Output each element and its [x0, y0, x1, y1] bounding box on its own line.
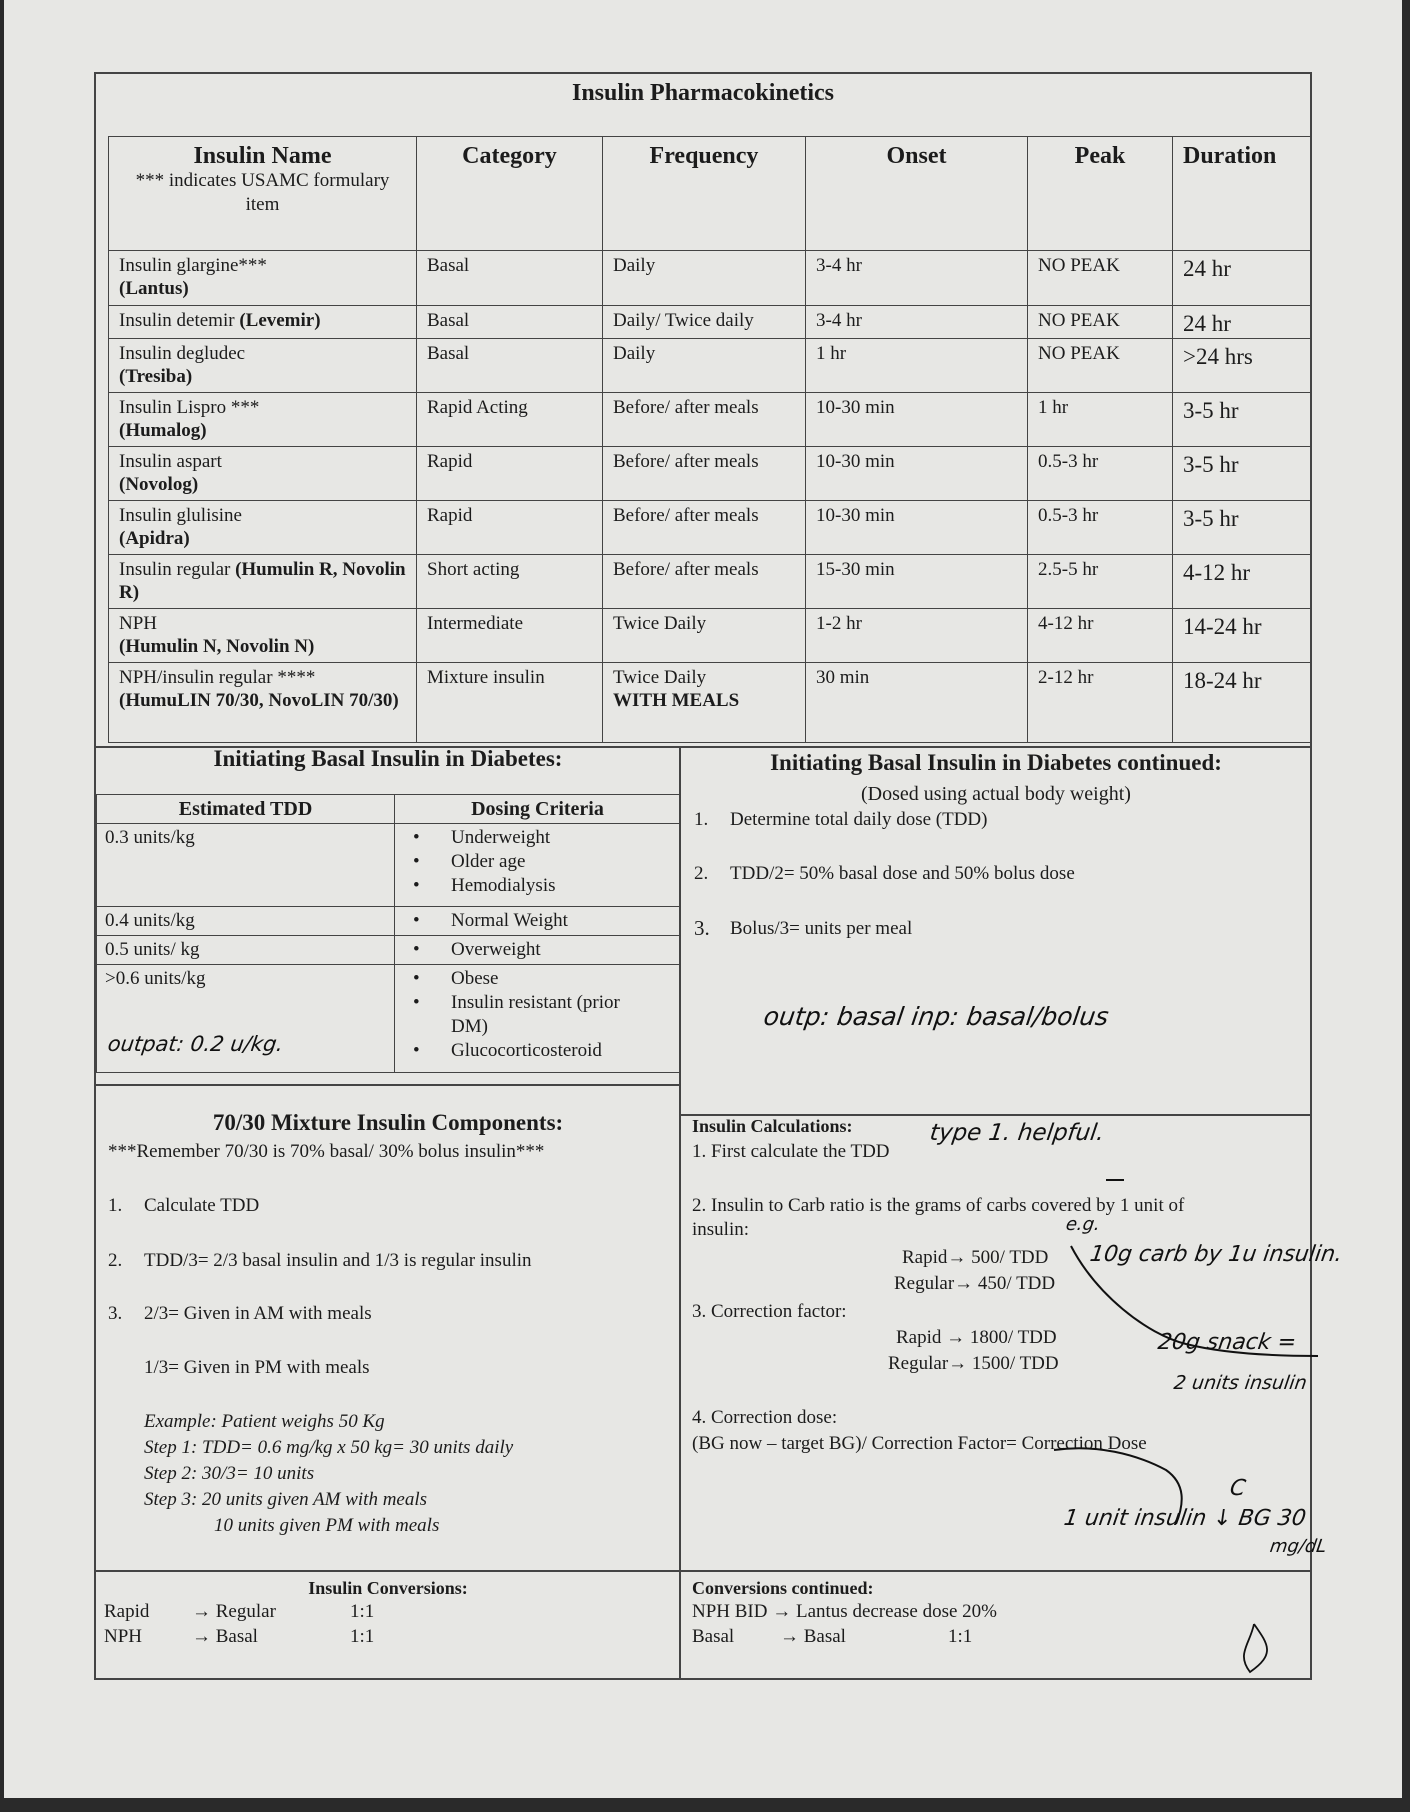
calc-line-2: 2. Insulin to Carb ratio is the grams of carbs covered by 1 unit of — [692, 1195, 1185, 1216]
conversion-lantus: NPH BID → Lantus decrease dose 20% — [692, 1601, 997, 1622]
conversion-from: NPH — [104, 1626, 143, 1647]
drug-name: Insulin aspart — [119, 451, 222, 472]
brand-name: (Humulin N, Novolin N) — [119, 636, 315, 657]
table-row — [109, 663, 1311, 743]
handwritten-mgdl: mg/dL — [1268, 1536, 1328, 1557]
example-line: Example: Patient weighs 50 Kg — [144, 1411, 385, 1432]
brand-name: (Novolog) — [119, 474, 199, 495]
basal-cont-heading: Initiating Basal Insulin in Diabetes continued: — [770, 750, 1222, 775]
basal-step-3: Bolus/3= units per meal — [730, 918, 913, 939]
calc-line-1: 1. First calculate the TDD — [692, 1141, 890, 1162]
conversion-ratio: 1:1 — [948, 1626, 973, 1647]
conversion-to: → Regular — [192, 1601, 276, 1622]
tdd-cell: 0.4 units/kg — [97, 907, 395, 936]
drug-name: Insulin detemir — [119, 310, 235, 331]
basal-heading: Initiating Basal Insulin in Diabetes: — [213, 746, 563, 771]
brand-name: (Levemir) — [239, 310, 321, 331]
criteria-item: • Insulin resistant (prior DM) — [413, 991, 631, 1039]
mixture-pm-line: 1/3= Given in PM with meals — [144, 1357, 370, 1378]
table-header-row — [109, 137, 1311, 251]
peak-cell: NO PEAK — [1028, 339, 1173, 393]
brand-name: (Lantus) — [119, 278, 189, 299]
duration-cell: 3-5 hr — [1173, 447, 1311, 501]
document-frame — [94, 72, 1344, 1680]
step-number: 3. — [108, 1303, 123, 1324]
duration-cell: 3-5 hr — [1173, 393, 1311, 447]
calc-line-3: 3. Correction factor: — [692, 1301, 847, 1322]
example-line: Step 2: 30/3= 10 units — [144, 1463, 315, 1484]
criteria-cell — [395, 907, 681, 936]
onset-cell: 10-30 min — [806, 393, 1028, 447]
example-line: 10 units given PM with meals — [214, 1515, 440, 1536]
category-cell: Intermediate — [417, 609, 603, 663]
basal-cont-subheading: (Dosed using actual body weight) — [861, 783, 1131, 805]
drug-cell — [109, 609, 417, 663]
onset-cell: 10-30 min — [806, 447, 1028, 501]
drug-cell — [109, 663, 417, 743]
drug-cell — [109, 501, 417, 555]
table-row — [109, 555, 1311, 609]
header-estimated-tdd: Estimated TDD — [97, 795, 395, 824]
conversion-to: → Basal — [192, 1626, 258, 1647]
peak-cell: 4-12 hr — [1028, 609, 1173, 663]
step-number: 2. — [694, 863, 709, 884]
header-onset: Onset — [806, 137, 1028, 251]
rapid-correction-factor: Rapid → 1800/ TDD — [896, 1327, 1057, 1348]
drug-name: Insulin glulisine — [119, 505, 242, 526]
header-insulin-name — [109, 137, 417, 251]
criteria-item: • Overweight — [413, 938, 672, 962]
calc-line-4: 4. Correction dose: — [692, 1407, 838, 1428]
drug-cell — [109, 555, 417, 609]
basal-table-header — [97, 795, 681, 824]
rapid-carb-ratio: Rapid→ 500/ TDD — [902, 1247, 1049, 1268]
criteria-item: • Normal Weight — [413, 909, 672, 933]
handwritten-eg: e.g. — [1064, 1214, 1102, 1235]
drug-cell — [109, 393, 417, 447]
table-row — [109, 339, 1311, 393]
basal-step-1: Determine total daily dose (TDD) — [730, 809, 988, 830]
paper-sheet — [4, 0, 1402, 1798]
drug-cell — [109, 251, 417, 306]
mixture-step-1: Calculate TDD — [144, 1195, 260, 1216]
conversion-ratio: 1:1 — [350, 1626, 375, 1647]
page-title: Insulin Pharmacokinetics — [571, 80, 835, 106]
category-cell: Mixture insulin — [417, 663, 603, 743]
calc-line-4b: (BG now – target BG)/ Correction Factor= Correction Dose — [692, 1433, 1147, 1454]
peak-cell: 2-12 hr — [1028, 663, 1173, 743]
peak-cell: 2.5-5 hr — [1028, 555, 1173, 609]
brand-name: (Humulin R, Novolin R) — [119, 559, 406, 603]
brand-name: (Humalog) — [119, 420, 207, 441]
header-duration: Duration — [1173, 137, 1311, 251]
table-row — [109, 306, 1311, 339]
conversions-cont-heading: Conversions continued: — [692, 1578, 874, 1598]
category-cell: Basal — [417, 251, 603, 306]
category-cell: Rapid — [417, 501, 603, 555]
step-number: 1. — [108, 1195, 123, 1216]
header-category: Category — [417, 137, 603, 251]
table-row — [97, 936, 681, 965]
frequency-cell: Before/ after meals — [603, 555, 806, 609]
handwritten-curve — [1071, 1246, 1318, 1356]
brand-name: (HumuLIN 70/30, NovoLIN 70/30) — [119, 690, 399, 711]
table-row — [109, 447, 1311, 501]
calc-line-2b: insulin: — [692, 1219, 750, 1240]
table-row — [97, 824, 681, 907]
onset-cell: 1 hr — [806, 339, 1028, 393]
table-row — [109, 251, 1311, 306]
mixture-step-3: 2/3= Given in AM with meals — [144, 1303, 372, 1324]
conversions-heading: Insulin Conversions: — [308, 1578, 468, 1598]
duration-cell: 18-24 hr — [1173, 663, 1311, 743]
handwritten-curve — [1054, 1448, 1182, 1524]
table-row — [109, 609, 1311, 663]
header-dosing-criteria: Dosing Criteria — [395, 795, 681, 824]
frequency-cell: Before/ after meals — [603, 393, 806, 447]
onset-cell: 15-30 min — [806, 555, 1028, 609]
duration-cell: 24 hr — [1173, 306, 1311, 339]
header-name-label: Insulin Name — [193, 143, 332, 169]
drug-name: Insulin glargine*** — [119, 255, 267, 276]
category-cell: Basal — [417, 306, 603, 339]
table-row — [97, 907, 681, 936]
drug-cell — [109, 306, 417, 339]
header-frequency: Frequency — [603, 137, 806, 251]
duration-cell: 14-24 hr — [1173, 609, 1311, 663]
criteria-cell — [395, 824, 681, 907]
peak-cell: NO PEAK — [1028, 251, 1173, 306]
example-line: Step 3: 20 units given AM with meals — [144, 1489, 428, 1510]
onset-cell: 3-4 hr — [806, 251, 1028, 306]
handwritten-type1: type 1. helpful. — [928, 1120, 1106, 1146]
criteria-item: • Underweight — [413, 826, 672, 850]
duration-cell: 24 hr — [1173, 251, 1311, 306]
handwritten-units: 2 units insulin — [1172, 1372, 1309, 1394]
header-peak: Peak — [1028, 137, 1173, 251]
brand-name: (Tresiba) — [119, 366, 193, 387]
duration-cell: 4-12 hr — [1173, 555, 1311, 609]
onset-cell: 30 min — [806, 663, 1028, 743]
peak-cell: NO PEAK — [1028, 306, 1173, 339]
category-cell: Basal — [417, 339, 603, 393]
pharmacokinetics-table — [108, 136, 1311, 743]
frequency-value: Twice Daily — [613, 667, 707, 688]
onset-cell: 1-2 hr — [806, 609, 1028, 663]
criteria-item: • Older age — [413, 850, 672, 874]
onset-cell: 10-30 min — [806, 501, 1028, 555]
handwritten-note-basal-bolus: outp: basal inp: basal/bolus — [761, 1002, 1111, 1031]
category-cell: Rapid — [417, 447, 603, 501]
handwritten-c: C — [1228, 1476, 1248, 1501]
drug-cell — [109, 339, 417, 393]
frequency-cell: Daily/ Twice daily — [603, 306, 806, 339]
frequency-extra: WITH MEALS — [613, 690, 740, 711]
criteria-cell — [395, 936, 681, 965]
brand-name: (Apidra) — [119, 528, 190, 549]
step-number: 1. — [694, 809, 709, 830]
drug-name: Insulin Lispro *** — [119, 397, 260, 418]
frequency-cell: Before/ after meals — [603, 501, 806, 555]
peak-cell: 0.5-3 hr — [1028, 501, 1173, 555]
category-cell: Short acting — [417, 555, 603, 609]
drug-name: Insulin regular — [119, 559, 231, 580]
tdd-cell: 0.3 units/kg — [97, 824, 395, 907]
table-row — [109, 393, 1311, 447]
frequency-cell: Daily — [603, 251, 806, 306]
mixture-reminder: ***Remember 70/30 is 70% basal/ 30% bolus insulin*** — [108, 1141, 545, 1162]
frequency-cell: Before/ after meals — [603, 447, 806, 501]
conversion-to: → Basal — [780, 1626, 846, 1647]
duration-cell: >24 hrs — [1173, 339, 1311, 393]
handwritten-note-outpatient: outpat: 0.2 u/kg. — [106, 1032, 285, 1056]
basal-step-2: TDD/2= 50% basal dose and 50% bolus dose — [730, 863, 1075, 884]
criteria-item: • Glucocorticosteroid — [413, 1039, 672, 1063]
frequency-cell — [603, 663, 806, 743]
tdd-cell: >0.6 units/kg — [97, 965, 395, 1073]
conversion-from: Basal — [692, 1626, 735, 1647]
example-line: Step 1: TDD= 0.6 mg/kg x 50 kg= 30 units daily — [144, 1437, 514, 1458]
handwritten-carb-note: 10g carb by 1u insulin. — [1088, 1242, 1344, 1267]
mixture-heading: 70/30 Mixture Insulin Components: — [212, 1110, 564, 1135]
criteria-item: • Obese — [413, 967, 672, 991]
tdd-cell: 0.5 units/ kg — [97, 936, 395, 965]
mixture-step-2: TDD/3= 2/3 basal insulin and 1/3 is regular insulin — [144, 1250, 532, 1271]
handwritten-bg-note: 1 unit insulin ↓ BG 30 — [1062, 1506, 1308, 1531]
criteria-item: • Hemodialysis — [413, 874, 672, 898]
frequency-cell: Daily — [603, 339, 806, 393]
peak-cell: 1 hr — [1028, 393, 1173, 447]
onset-cell: 3-4 hr — [806, 306, 1028, 339]
calc-heading: Insulin Calculations: — [692, 1116, 853, 1136]
header-name-note: *** indicates USAMC formulary item — [135, 170, 390, 215]
regular-correction-factor: Regular→ 1500/ TDD — [888, 1353, 1059, 1374]
drug-name: NPH — [119, 613, 158, 634]
table-row — [97, 965, 681, 1073]
criteria-cell — [395, 965, 681, 1073]
conversion-ratio: 1:1 — [350, 1601, 375, 1622]
step-number: 2. — [108, 1250, 123, 1271]
handwritten-loop — [1244, 1624, 1267, 1672]
drug-name: Insulin degludec — [119, 343, 246, 364]
conversion-from: Rapid — [104, 1601, 150, 1622]
frequency-cell: Twice Daily — [603, 609, 806, 663]
peak-cell: 0.5-3 hr — [1028, 447, 1173, 501]
divider — [96, 1084, 680, 1086]
handwritten-arrows — [1036, 1174, 1366, 1704]
drug-name: NPH/insulin regular **** — [119, 667, 316, 688]
table-row — [109, 501, 1311, 555]
handwritten-snack: 20g snack = — [1156, 1330, 1298, 1355]
category-cell: Rapid Acting — [417, 393, 603, 447]
regular-carb-ratio: Regular→ 450/ TDD — [894, 1273, 1056, 1294]
drug-cell — [109, 447, 417, 501]
step-number: 3. — [694, 916, 710, 940]
duration-cell: 3-5 hr — [1173, 501, 1311, 555]
